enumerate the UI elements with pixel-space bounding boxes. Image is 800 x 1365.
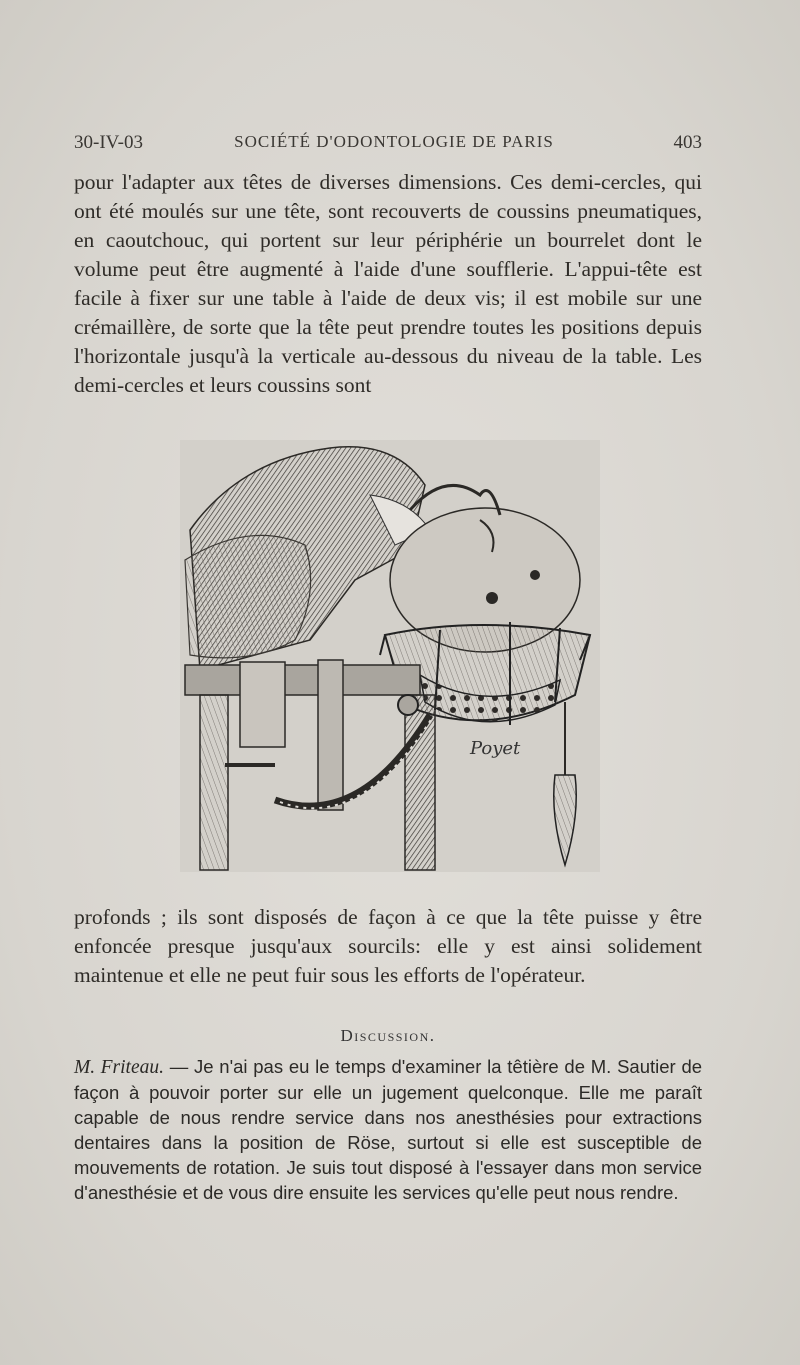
paragraph-1: pour l'adapter aux têtes de diverses dimensions. Ces demi-cercles, qui ont été moulés sur une tête, sont recouverts de coussins pneumatiques, en caoutchouc, qui portent sur leur périphérie un bourrelet dont le volume peut être augmenté à l'aide d'une soufflerie. L'appui-tête est facile à fixer sur une table à l'aide de deux vis; il est mobile sur une crémaillère, de sorte que la tête peut prendre toutes les positions depuis l'horizontale jusqu'à la verticale au-dessous du niveau de la table. Les demi-cercles et leurs coussins sont <box>74 170 702 397</box>
discussion-paragraph <box>74 1054 702 1205</box>
speaker-name: M. Friteau. <box>74 1057 164 1078</box>
speaker-dash: — <box>163 1056 194 1077</box>
header-journal-title: SOCIÉTÉ D'ODONTOLOGIE DE PARIS <box>234 132 554 151</box>
discussion-text: Je n'ai pas eu le temps d'examiner la têtière de M. Sautier de façon à pouvoir porter sur elle un jugement quelconque. Elle me paraît capable de nous rendre service dans nos anesthésies pour extractions dentaires dans la position de Röse, surtout si elle est susceptible de mouvements de rotation. Je suis tout disposé à l'essayer dans mon service d'anesthésie et de vous dire ensuite les services qu'elle peut nous rendre. <box>74 1056 703 1203</box>
section-heading: Discussion. <box>340 1026 436 1045</box>
running-header <box>74 132 702 158</box>
engraving-headrest-patient <box>180 440 600 872</box>
header-date: 30-IV-03 <box>74 132 143 153</box>
headrest-illustration <box>180 440 600 872</box>
page-number: 403 <box>673 132 702 153</box>
engraver-signature: Poyet <box>470 738 521 759</box>
paragraph-2: profonds ; ils sont disposés de façon à ce que la tête puisse y être enfoncée presque jusqu'aux sourcils: elle y est ainsi solidement maintenue et elle ne peut fuir sous les efforts de l'opérateur. <box>74 905 702 987</box>
